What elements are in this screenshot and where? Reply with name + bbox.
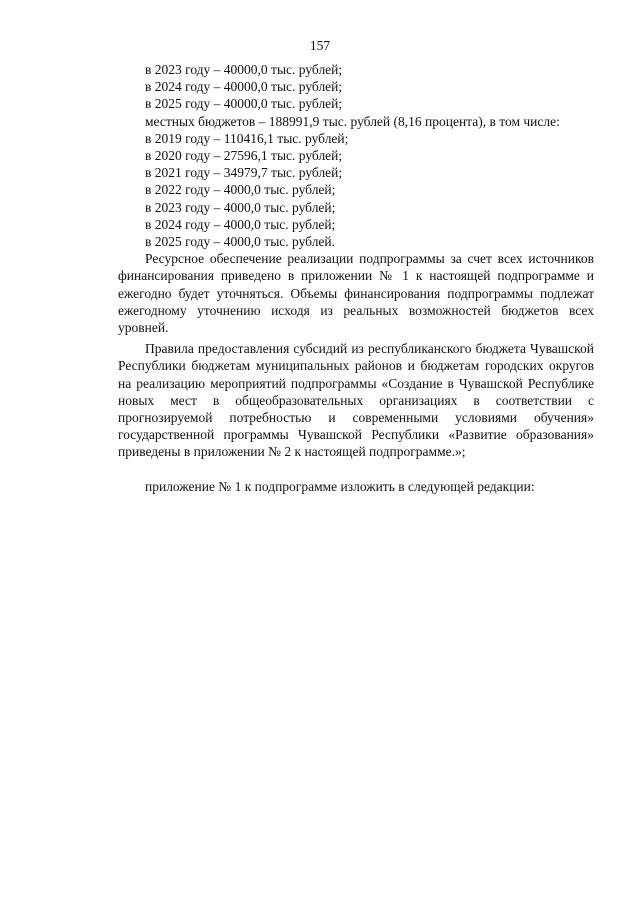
funding-line-2024-republican: в 2024 году – 40000,0 тыс. рублей; — [145, 79, 343, 95]
appendix-instruction: приложение № 1 к подпрограмме изложить в следующей редакции: — [145, 478, 535, 494]
funding-line-2023-republican: в 2023 году – 40000,0 тыс. рублей; — [145, 62, 343, 77]
funding-line-2021-local: в 2021 году – 34979,7 тыс. рублей; — [145, 165, 343, 181]
document-body — [118, 61, 594, 495]
paragraph-resource-provision: Ресурсное обеспечение реализации подпрограммы за счет всех источников финансирования приведено в приложении № 1 к настоящей подпрограмме и ежегодно будет уточняться. Объемы финансирования подпрограммы подлежат ежегодному уточнению исходя из реальных возможностей бюджетов всех уровней. — [118, 251, 594, 336]
funding-line-2022-local: в 2022 году – 4000,0 тыс. рублей; — [145, 182, 336, 198]
funding-line-2020-local: в 2020 году – 27596,1 тыс. рублей; — [145, 148, 343, 164]
funding-line-2025-local: в 2025 году – 4000,0 тыс. рублей. — [145, 234, 336, 250]
paragraph-subsidy-rules: Правила предоставления субсидий из республиканского бюджета Чувашской Республики бюджетам муниципальных районов и бюджетам городских округов на реализацию мероприятий подпрограммы «Создание в Чувашской Республике новых мест в общеобразовательных организациях в соответствии с прогнозируемой потребностью и современными условиями обучения» государственной программы Чувашской Республики «Развитие образования» приведены в приложении № 2 к настоящей подпрограмме.»; — [118, 341, 594, 460]
funding-line-2023-local: в 2023 году – 4000,0 тыс. рублей; — [145, 199, 336, 215]
funding-line-2024-local: в 2024 году – 4000,0 тыс. рублей; — [145, 216, 336, 232]
local-budgets-line: местных бюджетов – 188991,9 тыс. рублей (8,16 процента), в том числе: — [145, 113, 560, 129]
funding-line-2019-local: в 2019 году – 110416,1 тыс. рублей; — [145, 130, 349, 146]
funding-line-2025-republican: в 2025 году – 40000,0 тыс. рублей; — [145, 96, 343, 112]
page-number: 157 — [309, 38, 331, 53]
